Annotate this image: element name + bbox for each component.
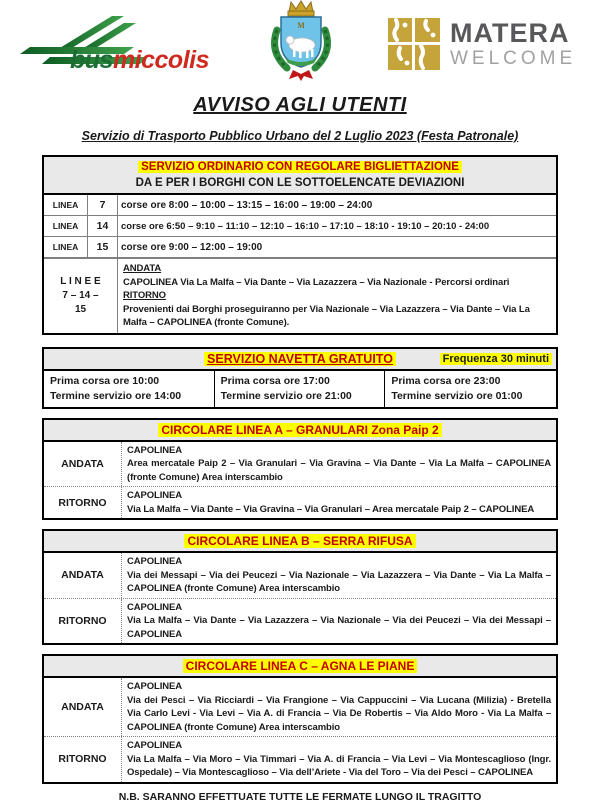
- ritorno-body: [122, 599, 556, 644]
- ritorno-label: RITORNO: [123, 290, 166, 301]
- linea-numero: 14: [88, 216, 118, 236]
- andata-body: [122, 442, 556, 487]
- busmiccolis-wordmark: [70, 46, 209, 75]
- andata-label: ANDATA: [123, 263, 162, 274]
- linee-7-14-15-row: [44, 258, 556, 333]
- linee-label: [44, 259, 118, 333]
- busmiccolis-miccolis-text: miccolis: [112, 46, 210, 74]
- ritorno-text: Provenienti dai Borghi proseguiranno per Via Nazionale – Via Lazazzera – Via Dante – Via La Malfa – CAPOLINEA (fronte Comune).: [123, 303, 530, 328]
- circolare-c-title: CIRCOLARE LINEA C – AGNA LE PIANE: [183, 659, 418, 673]
- servizio-ordinario-header-line1: SERVIZIO ORDINARIO CON REGOLARE BIGLIETTAZIONE: [138, 161, 462, 173]
- linee-label-line2: 7 – 14 –: [62, 289, 99, 301]
- circolare-linea-b-table: [42, 529, 558, 645]
- navetta-title: SERVIZIO NAVETTA GRATUITO: [204, 352, 396, 366]
- circolare-c-header: [44, 656, 556, 678]
- linee-label-line3: 15: [74, 303, 87, 315]
- navetta-table: [42, 347, 558, 409]
- matera-municipal-crest: [263, 0, 339, 84]
- ritorno-body: [122, 737, 556, 782]
- andata-label: ANDATA: [44, 442, 122, 487]
- linea-numero: 15: [88, 237, 118, 257]
- andata-body: [122, 678, 556, 736]
- capolinea-label: CAPOLINEA: [127, 490, 183, 501]
- circolare-c-andata-row: [44, 678, 556, 737]
- andata-body: [122, 553, 556, 598]
- percorso-text: Via dei Pesci – Via Ricciardi – Via Frangione – Via Cappuccini – Via Lucana (Milizia) - Bretella Via Carlo Levi - Via Levi – Via A. di Francia – Via De Robertis – Via Aldo Moro - Via La Malfa – CAPOLINEA (fronte Comune) Area interscambio: [127, 694, 551, 733]
- circolare-a-andata-row: [44, 442, 556, 488]
- capolinea-label: CAPOLINEA: [127, 444, 183, 456]
- matera-name-text: MATERA: [450, 18, 570, 48]
- andata-text: CAPOLINEA Via La Malfa – Via Dante – Via Lazazzera – Via Nazionale - Percorsi ordinari: [123, 276, 510, 288]
- circolare-c-ritorno-row: [44, 737, 556, 782]
- navetta-col-3: [385, 371, 556, 407]
- linea-corse: corse ore 6:50 – 9:10 – 11:10 – 12:10 – 16:10 – 17:10 – 18:10 - 19:10 – 20:10 - 24:00: [121, 220, 490, 232]
- percorso-text: Area mercatale Paip 2 – Via Granulari – Via Gravina – Via Dante – Via La Malfa – CAPOLINEA (fronte Comune) Area interscambio: [127, 458, 551, 483]
- matera-welcome-wordmark: [450, 20, 576, 68]
- ritorno-label: RITORNO: [44, 737, 122, 782]
- servizio-ordinario-header-line2: DA E PER I BORGHI CON LE SOTTOELENCATE DEVIAZIONI: [135, 177, 465, 189]
- linea-label: LINEA: [44, 216, 88, 236]
- linea-numero: 7: [88, 195, 118, 215]
- page-title: AVVISO AGLI UTENTI: [193, 94, 407, 116]
- circolare-b-title: CIRCOLARE LINEA B – SERRA RIFUSA: [184, 534, 415, 548]
- circolare-a-ritorno-row: [44, 487, 556, 518]
- prima-corsa: Prima corsa ore 23:00: [391, 374, 501, 387]
- circolare-b-ritorno-row: [44, 599, 556, 644]
- ritorno-label: RITORNO: [44, 599, 122, 644]
- linea-14-row: [44, 216, 556, 237]
- header-logos: [0, 0, 600, 86]
- capolinea-label: CAPOLINEA: [127, 556, 183, 567]
- servizio-ordinario-header: [44, 157, 556, 195]
- percorso-text: Via La Malfa – Via Dante – Via Gravina – Via Granulari – Area mercatale Paip 2 – CAPOLINEA: [127, 503, 535, 515]
- linee-label-line1: L I N E E: [60, 275, 101, 287]
- linea-corse: corse ore 8:00 – 10:00 – 13:15 – 16:00 – 19:00 – 24:00: [121, 199, 373, 211]
- busmiccolis-bus-text: bus: [70, 46, 113, 74]
- linea-label: LINEA: [44, 237, 88, 257]
- linea-label: LINEA: [44, 195, 88, 215]
- navetta-columns: [44, 371, 556, 407]
- termine-servizio: Termine servizio ore 21:00: [220, 389, 352, 402]
- termine-servizio: Termine servizio ore 14:00: [50, 389, 182, 402]
- svg-text:M: M: [297, 21, 305, 30]
- linea-7-row: [44, 195, 556, 216]
- navetta-header: [44, 349, 556, 371]
- circolare-linea-a-table: [42, 418, 558, 521]
- linea-corse: corse ore 9:00 – 12:00 – 19:00: [121, 241, 263, 253]
- welcome-text: WELCOME: [450, 48, 577, 69]
- percorso-text: Via La Malfa – Via Moro – Via Timmari – Via A. di Francia – Via Levi – Via Montescaglioso (Ingr. Ospedale) – Via Montescaglioso – Via dell’Ariete - Via del Toro – Via dei Pesci – CAPOLINEA: [127, 753, 551, 778]
- circolare-a-title: CIRCOLARE LINEA A – GRANULARI Zona Paip 2: [158, 423, 441, 437]
- footer-note: N.B. SARANNO EFFETTUATE TUTTE LE FERMATE LUNGO IL TRAGITTO: [118, 790, 482, 803]
- prima-corsa: Prima corsa ore 17:00: [220, 374, 330, 387]
- percorso-text: Via dei Messapi – Via dei Peucezi – Via Nazionale – Via Lazazzera – Via Dante – Via La Malfa – CAPOLINEA (fronte Comune) Area interscambio: [127, 569, 551, 594]
- navetta-col-2: [215, 371, 386, 407]
- termine-servizio: Termine servizio ore 01:00: [391, 389, 523, 402]
- servizio-ordinario-table: [42, 155, 558, 335]
- ritorno-body: [122, 487, 556, 518]
- matera-welcome-icon: [388, 18, 440, 70]
- circolare-a-header: [44, 420, 556, 442]
- circolare-b-header: [44, 531, 556, 553]
- navetta-col-1: [44, 371, 215, 407]
- navetta-frequenza: Frequenza 30 minuti: [440, 353, 552, 365]
- percorso-text: Via La Malfa – Via Dante – Via Lazazzera – Via Nazionale – Via dei Peucezi – Via dei Messapi – CAPOLINEA: [127, 615, 551, 640]
- ritorno-label: RITORNO: [44, 487, 122, 518]
- prima-corsa: Prima corsa ore 10:00: [50, 374, 160, 387]
- busmiccolis-logo: [12, 8, 232, 80]
- crest-icon: [263, 0, 339, 84]
- capolinea-label: CAPOLINEA: [127, 601, 183, 613]
- capolinea-label: CAPOLINEA: [127, 740, 183, 751]
- page-subtitle: Servizio di Trasporto Pubblico Urbano del 2 Luglio 2023 (Festa Patronale): [81, 129, 519, 143]
- circolare-b-andata-row: [44, 553, 556, 599]
- matera-welcome-logo: [388, 16, 578, 72]
- linea-15-row: [44, 237, 556, 258]
- capolinea-label: CAPOLINEA: [127, 681, 183, 692]
- andata-label: ANDATA: [44, 678, 122, 736]
- circolare-linea-c-table: [42, 654, 558, 784]
- linee-body: [118, 259, 556, 333]
- andata-label: ANDATA: [44, 553, 122, 598]
